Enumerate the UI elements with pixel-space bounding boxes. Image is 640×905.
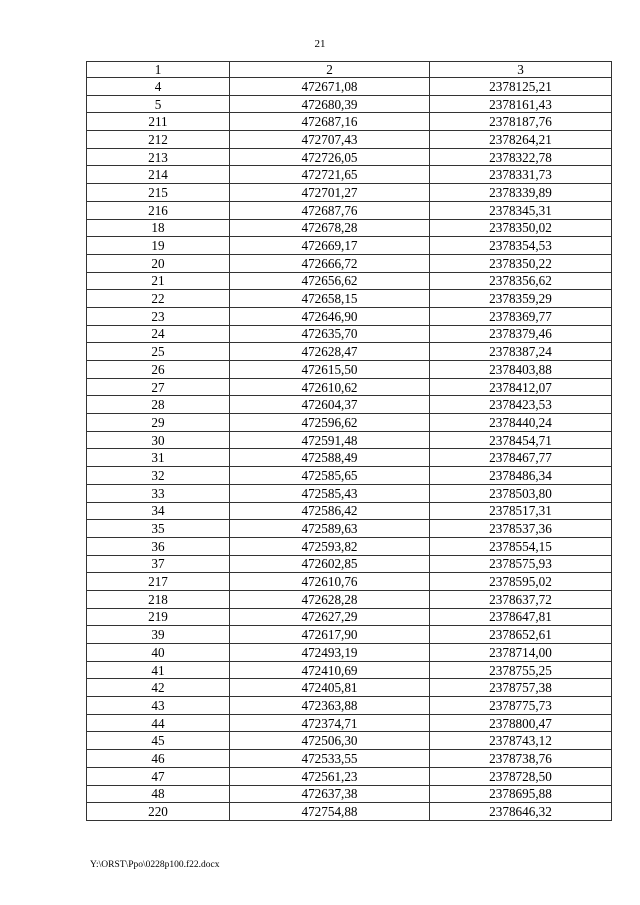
table-row (87, 537, 612, 555)
cell-point-number: 23 (87, 307, 230, 325)
cell-x-coordinate: 472754,88 (230, 803, 430, 821)
cell-x-coordinate: 472610,76 (230, 573, 430, 591)
table-row (87, 679, 612, 697)
cell-point-number: 18 (87, 219, 230, 237)
cell-point-number: 29 (87, 414, 230, 432)
cell-x-coordinate: 472596,62 (230, 414, 430, 432)
cell-y-coordinate: 2378331,73 (430, 166, 612, 184)
cell-y-coordinate: 2378369,77 (430, 307, 612, 325)
table-row (87, 750, 612, 768)
cell-y-coordinate: 2378125,21 (430, 78, 612, 96)
table-row (87, 467, 612, 485)
cell-x-coordinate: 472687,76 (230, 201, 430, 219)
table-row (87, 414, 612, 432)
cell-y-coordinate: 2378755,25 (430, 661, 612, 679)
cell-x-coordinate: 472506,30 (230, 732, 430, 750)
cell-point-number: 211 (87, 113, 230, 131)
cell-y-coordinate: 2378503,80 (430, 484, 612, 502)
cell-y-coordinate: 2378387,24 (430, 343, 612, 361)
table-row (87, 290, 612, 308)
table-row (87, 237, 612, 255)
cell-point-number: 20 (87, 254, 230, 272)
table-row (87, 307, 612, 325)
table-row (87, 502, 612, 520)
cell-y-coordinate: 2378379,46 (430, 325, 612, 343)
table-row (87, 95, 612, 113)
cell-y-coordinate: 2378467,77 (430, 449, 612, 467)
cell-point-number: 26 (87, 361, 230, 379)
cell-point-number: 45 (87, 732, 230, 750)
cell-y-coordinate: 2378652,61 (430, 626, 612, 644)
table-row (87, 272, 612, 290)
cell-point-number: 213 (87, 148, 230, 166)
table-row (87, 219, 612, 237)
cell-point-number: 216 (87, 201, 230, 219)
cell-point-number: 218 (87, 590, 230, 608)
cell-point-number: 212 (87, 131, 230, 149)
table-row (87, 325, 612, 343)
table-row (87, 785, 612, 803)
table-row (87, 131, 612, 149)
cell-point-number: 4 (87, 78, 230, 96)
cell-point-number: 35 (87, 520, 230, 538)
cell-point-number: 24 (87, 325, 230, 343)
table-row (87, 608, 612, 626)
table-row (87, 431, 612, 449)
footer-file-path: Y:\ORST\Ppo\0228p100.f22.docx (90, 860, 220, 870)
cell-x-coordinate: 472666,72 (230, 254, 430, 272)
cell-point-number: 32 (87, 467, 230, 485)
cell-x-coordinate: 472721,65 (230, 166, 430, 184)
cell-point-number: 36 (87, 537, 230, 555)
cell-x-coordinate: 472617,90 (230, 626, 430, 644)
cell-point-number: 42 (87, 679, 230, 697)
cell-x-coordinate: 472589,63 (230, 520, 430, 538)
cell-x-coordinate: 472628,47 (230, 343, 430, 361)
cell-y-coordinate: 2378738,76 (430, 750, 612, 768)
table-row (87, 767, 612, 785)
cell-point-number: 217 (87, 573, 230, 591)
cell-point-number: 34 (87, 502, 230, 520)
cell-y-coordinate: 2378322,78 (430, 148, 612, 166)
cell-y-coordinate: 2378187,76 (430, 113, 612, 131)
cell-x-coordinate: 472726,05 (230, 148, 430, 166)
cell-x-coordinate: 472533,55 (230, 750, 430, 768)
table-row (87, 555, 612, 573)
cell-x-coordinate: 472610,62 (230, 378, 430, 396)
cell-x-coordinate: 472701,27 (230, 184, 430, 202)
cell-point-number: 19 (87, 237, 230, 255)
cell-y-coordinate: 2378264,21 (430, 131, 612, 149)
cell-point-number: 47 (87, 767, 230, 785)
cell-x-coordinate: 472405,81 (230, 679, 430, 697)
cell-x-coordinate: 472678,28 (230, 219, 430, 237)
cell-point-number: 41 (87, 661, 230, 679)
cell-x-coordinate: 472627,29 (230, 608, 430, 626)
cell-y-coordinate: 2378775,73 (430, 697, 612, 715)
cell-x-coordinate: 472374,71 (230, 714, 430, 732)
cell-y-coordinate: 2378637,72 (430, 590, 612, 608)
cell-point-number: 30 (87, 431, 230, 449)
cell-point-number: 39 (87, 626, 230, 644)
cell-y-coordinate: 2378517,31 (430, 502, 612, 520)
cell-point-number: 37 (87, 555, 230, 573)
cell-x-coordinate: 472561,23 (230, 767, 430, 785)
cell-x-coordinate: 472615,50 (230, 361, 430, 379)
cell-y-coordinate: 2378412,07 (430, 378, 612, 396)
column-header-x: 2 (230, 62, 430, 78)
cell-y-coordinate: 2378359,29 (430, 290, 612, 308)
cell-x-coordinate: 472604,37 (230, 396, 430, 414)
cell-point-number: 215 (87, 184, 230, 202)
table-row (87, 732, 612, 750)
cell-x-coordinate: 472637,38 (230, 785, 430, 803)
cell-x-coordinate: 472363,88 (230, 697, 430, 715)
column-header-point: 1 (87, 62, 230, 78)
table-row (87, 803, 612, 821)
cell-point-number: 44 (87, 714, 230, 732)
cell-point-number: 5 (87, 95, 230, 113)
cell-x-coordinate: 472656,62 (230, 272, 430, 290)
cell-y-coordinate: 2378356,62 (430, 272, 612, 290)
cell-point-number: 40 (87, 644, 230, 662)
cell-x-coordinate: 472585,43 (230, 484, 430, 502)
cell-y-coordinate: 2378646,32 (430, 803, 612, 821)
cell-y-coordinate: 2378345,31 (430, 201, 612, 219)
cell-y-coordinate: 2378423,53 (430, 396, 612, 414)
cell-x-coordinate: 472669,17 (230, 237, 430, 255)
table-body (87, 62, 612, 821)
cell-y-coordinate: 2378595,02 (430, 573, 612, 591)
cell-point-number: 21 (87, 272, 230, 290)
cell-x-coordinate: 472628,28 (230, 590, 430, 608)
cell-x-coordinate: 472593,82 (230, 537, 430, 555)
cell-y-coordinate: 2378350,02 (430, 219, 612, 237)
cell-x-coordinate: 472591,48 (230, 431, 430, 449)
cell-y-coordinate: 2378537,36 (430, 520, 612, 538)
table-row (87, 378, 612, 396)
cell-x-coordinate: 472658,15 (230, 290, 430, 308)
cell-x-coordinate: 472586,42 (230, 502, 430, 520)
table-row (87, 184, 612, 202)
cell-y-coordinate: 2378486,34 (430, 467, 612, 485)
cell-point-number: 25 (87, 343, 230, 361)
table-row (87, 484, 612, 502)
cell-y-coordinate: 2378714,00 (430, 644, 612, 662)
table-row (87, 644, 612, 662)
cell-y-coordinate: 2378647,81 (430, 608, 612, 626)
cell-x-coordinate: 472588,49 (230, 449, 430, 467)
cell-x-coordinate: 472410,69 (230, 661, 430, 679)
cell-y-coordinate: 2378728,50 (430, 767, 612, 785)
cell-point-number: 43 (87, 697, 230, 715)
cell-point-number: 214 (87, 166, 230, 184)
cell-y-coordinate: 2378161,43 (430, 95, 612, 113)
table-row (87, 626, 612, 644)
cell-point-number: 31 (87, 449, 230, 467)
cell-point-number: 219 (87, 608, 230, 626)
cell-y-coordinate: 2378800,47 (430, 714, 612, 732)
cell-y-coordinate: 2378757,38 (430, 679, 612, 697)
cell-point-number: 22 (87, 290, 230, 308)
cell-y-coordinate: 2378575,93 (430, 555, 612, 573)
table-row (87, 201, 612, 219)
cell-y-coordinate: 2378339,89 (430, 184, 612, 202)
cell-x-coordinate: 472646,90 (230, 307, 430, 325)
table-row (87, 166, 612, 184)
coordinates-table (86, 61, 612, 821)
table-row (87, 520, 612, 538)
cell-x-coordinate: 472687,16 (230, 113, 430, 131)
table-row (87, 148, 612, 166)
table-row (87, 449, 612, 467)
cell-point-number: 28 (87, 396, 230, 414)
cell-y-coordinate: 2378554,15 (430, 537, 612, 555)
table-row (87, 573, 612, 591)
cell-x-coordinate: 472602,85 (230, 555, 430, 573)
cell-y-coordinate: 2378350,22 (430, 254, 612, 272)
cell-point-number: 220 (87, 803, 230, 821)
table-header-row (87, 62, 612, 78)
cell-x-coordinate: 472671,08 (230, 78, 430, 96)
cell-point-number: 33 (87, 484, 230, 502)
cell-x-coordinate: 472707,43 (230, 131, 430, 149)
cell-point-number: 46 (87, 750, 230, 768)
table-row (87, 343, 612, 361)
table-row (87, 78, 612, 96)
cell-x-coordinate: 472635,70 (230, 325, 430, 343)
cell-x-coordinate: 472680,39 (230, 95, 430, 113)
table-row (87, 396, 612, 414)
table-row (87, 113, 612, 131)
table-row (87, 254, 612, 272)
cell-point-number: 48 (87, 785, 230, 803)
cell-y-coordinate: 2378454,71 (430, 431, 612, 449)
table-row (87, 714, 612, 732)
cell-x-coordinate: 472585,65 (230, 467, 430, 485)
page-number: 21 (314, 38, 326, 50)
cell-y-coordinate: 2378403,88 (430, 361, 612, 379)
cell-point-number: 27 (87, 378, 230, 396)
cell-x-coordinate: 472493,19 (230, 644, 430, 662)
cell-y-coordinate: 2378440,24 (430, 414, 612, 432)
table-row (87, 361, 612, 379)
table-row (87, 661, 612, 679)
cell-y-coordinate: 2378743,12 (430, 732, 612, 750)
cell-y-coordinate: 2378695,88 (430, 785, 612, 803)
table-row (87, 697, 612, 715)
column-header-y: 3 (430, 62, 612, 78)
cell-y-coordinate: 2378354,53 (430, 237, 612, 255)
table-row (87, 590, 612, 608)
